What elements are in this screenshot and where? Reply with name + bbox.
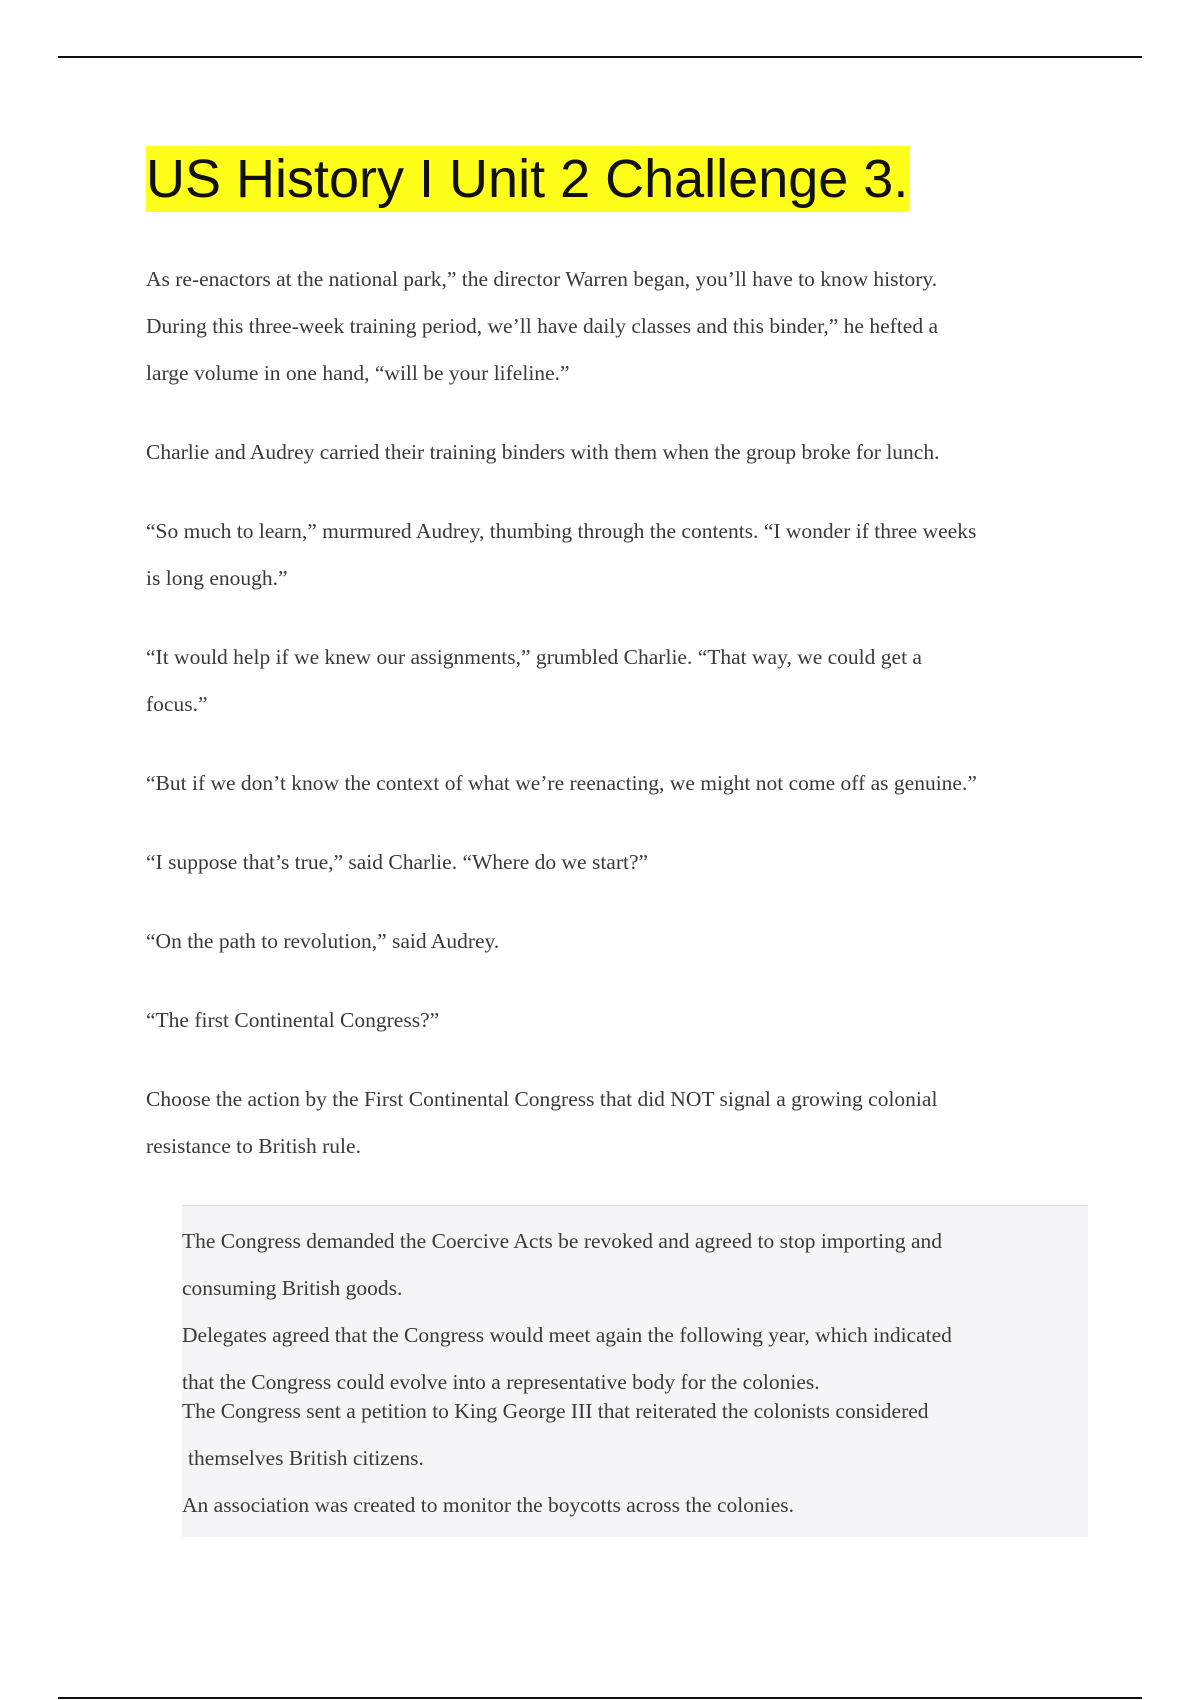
answer-option (182, 1388, 1088, 1482)
paragraph (146, 256, 1106, 397)
paragraph-line: focus.” (146, 692, 208, 716)
answer-options-box (182, 1205, 1088, 1537)
paragraph-line: Charlie and Audrey carried their training binders with them when the group broke for lunch. (146, 440, 940, 464)
option-line: Delegates agreed that the Congress would meet again the following year, which indicated (182, 1323, 952, 1347)
option-line: The Congress sent a petition to King George III that reiterated the colonists considered (182, 1399, 929, 1423)
paragraph-line: “On the path to revolution,” said Audrey. (146, 929, 500, 953)
paragraph-line: “I suppose that’s true,” said Charlie. “Where do we start?” (146, 850, 649, 874)
paragraph (146, 760, 1106, 807)
paragraph-line: Choose the action by the First Continental Congress that did NOT signal a growing colonial (146, 1087, 938, 1111)
question-prompt (146, 1076, 1106, 1170)
answer-option (182, 1218, 1088, 1312)
paragraph-line: “The first Continental Congress?” (146, 1008, 440, 1032)
paragraph-line: During this three-week training period, we’ll have daily classes and this binder,” he hefted a (146, 314, 938, 338)
page-title: US History I Unit 2 Challenge 3. (146, 146, 910, 212)
paragraph (146, 839, 1106, 886)
paragraph-line: As re-enactors at the national park,” the director Warren began, you’ll have to know history. (146, 267, 938, 291)
paragraph (146, 918, 1106, 965)
paragraph (146, 634, 1106, 728)
top-rule (58, 56, 1142, 58)
option-line: themselves British citizens. (188, 1446, 424, 1470)
paragraph-line: is long enough.” (146, 566, 288, 590)
paragraph-line: “So much to learn,” murmured Audrey, thumbing through the contents. “I wonder if three weeks (146, 519, 977, 543)
paragraph-line: “It would help if we knew our assignments,” grumbled Charlie. “That way, we could get a (146, 645, 922, 669)
paragraph-line: “But if we don’t know the context of what we’re reenacting, we might not come off as genuine.” (146, 771, 977, 795)
paragraph-line: resistance to British rule. (146, 1134, 361, 1158)
paragraph (146, 997, 1106, 1044)
option-line: consuming British goods. (182, 1276, 403, 1300)
option-line: The Congress demanded the Coercive Acts be revoked and agreed to stop importing and (182, 1229, 943, 1253)
paragraph-line: large volume in one hand, “will be your lifeline.” (146, 361, 570, 385)
answer-option (182, 1482, 1088, 1529)
option-line: An association was created to monitor the boycotts across the colonies. (182, 1493, 794, 1517)
bottom-rule (58, 1697, 1142, 1699)
title-container (146, 146, 910, 212)
paragraph (146, 429, 1106, 476)
story-body (146, 256, 1106, 1202)
paragraph (146, 508, 1106, 602)
option-line: that the Congress could evolve into a representative body for the colonies. (182, 1370, 820, 1394)
